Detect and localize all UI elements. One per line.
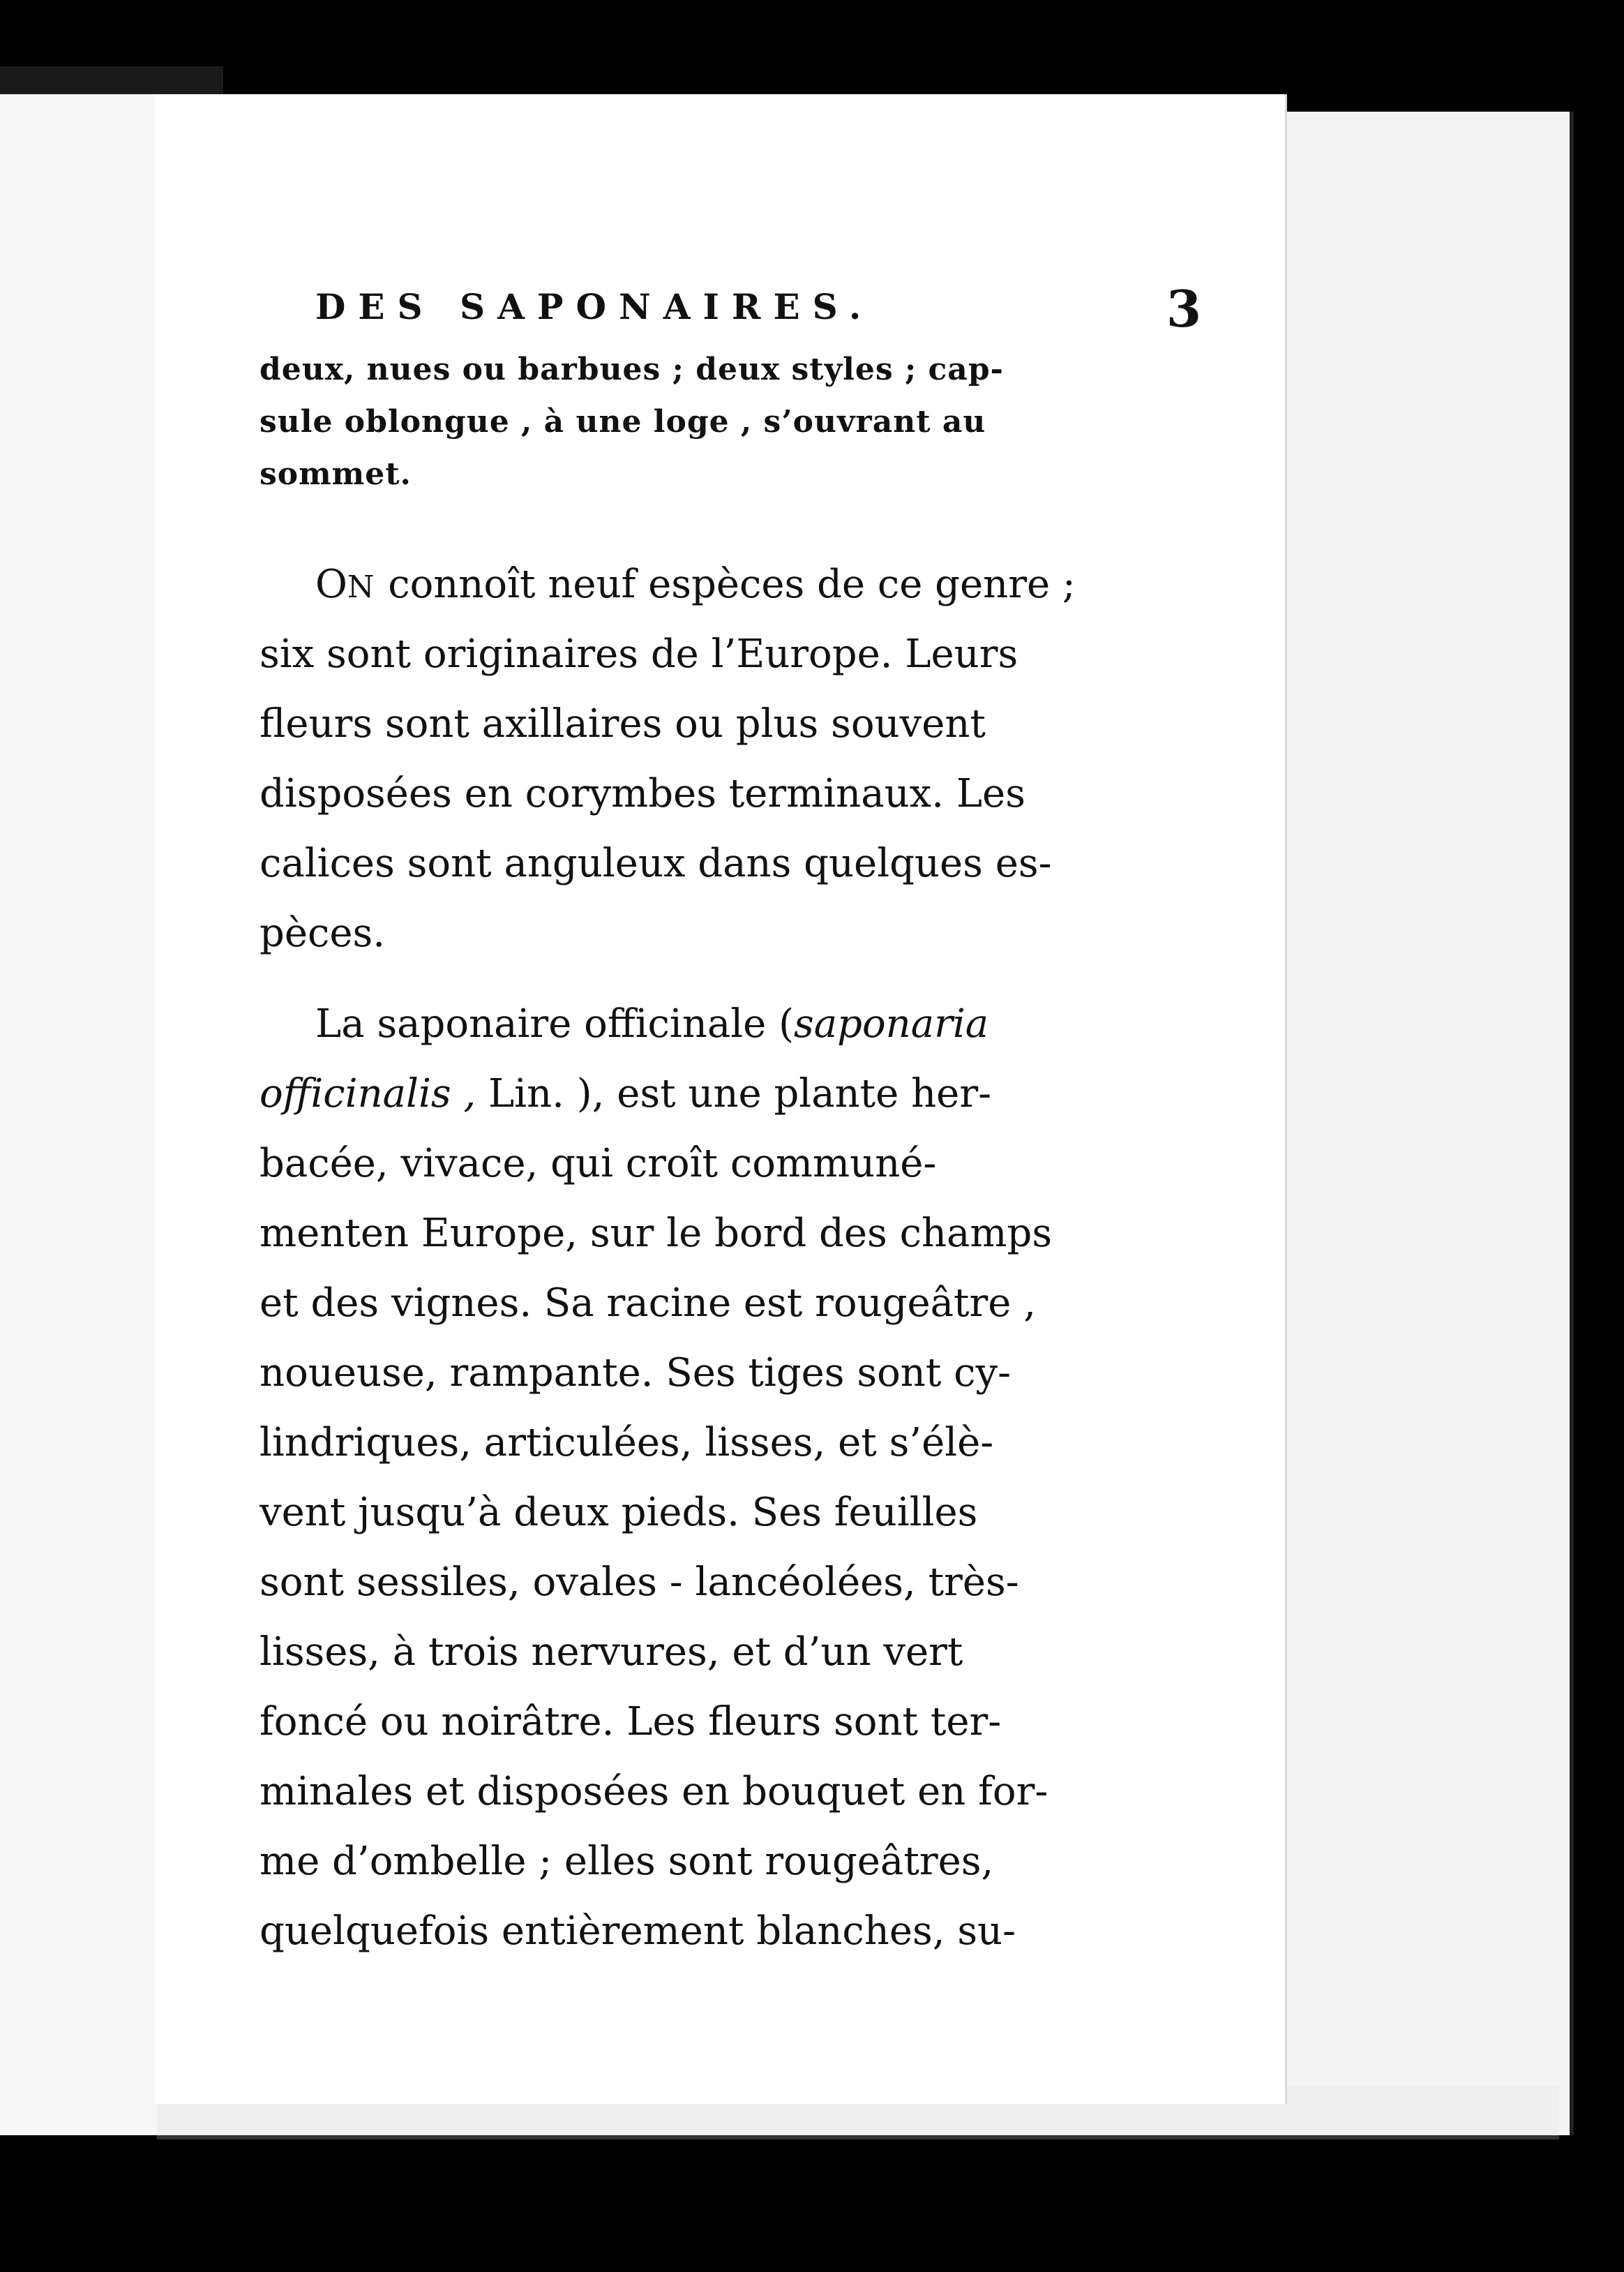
page-number: 3 xyxy=(1166,279,1202,338)
binding-edge xyxy=(0,66,223,94)
italic-species-name: saponaria xyxy=(793,1001,989,1047)
paragraph-first-line xyxy=(260,994,1215,1054)
first-line-text: connoît neuf espèces de ce genre ; xyxy=(375,562,1076,607)
scanner-border xyxy=(0,0,1624,105)
text-line: me d’ombelle ; elles sont rougeâtres, xyxy=(260,1839,994,1884)
text-line: six sont originaires de l’Europe. Leurs xyxy=(260,631,1018,677)
text-line xyxy=(260,1064,1215,1124)
text-line: foncé ou noirâtre. Les fleurs sont ter- xyxy=(260,1699,1002,1744)
intro-line: sommet. xyxy=(260,456,412,492)
text-line: et des vignes. Sa racine est rougeâtre , xyxy=(260,1280,1037,1326)
text-line: bacée, vivace, qui croît communé- xyxy=(260,1141,937,1186)
intro-line: sule oblongue , à une loge , s’ouvrant au xyxy=(260,404,986,440)
paragraph-first-line xyxy=(260,555,1215,615)
text-line: calices sont anguleux dans quelques es- xyxy=(260,841,1052,886)
line-text: La saponaire officinale ( xyxy=(315,1001,794,1047)
facing-page-edge xyxy=(0,84,160,2135)
running-head xyxy=(260,279,1215,342)
text-line: sont sessiles, ovales - lancéolées, très- xyxy=(260,1560,1019,1605)
intro-line: deux, nues ou barbues ; deux styles ; cap- xyxy=(260,352,1004,387)
text-line: lisses, à trois nervures, et d’un vert xyxy=(260,1629,963,1675)
text-line: lindriques, articulées, lisses, et s’élè- xyxy=(260,1420,994,1465)
book-page xyxy=(155,94,1287,2104)
text-line: pèces. xyxy=(260,911,386,956)
text-line: disposées en corymbes terminaux. Les xyxy=(260,771,1025,816)
text-line: fleurs sont axillaires ou plus souvent xyxy=(260,701,986,747)
italic-species-name: officinalis , xyxy=(260,1071,476,1116)
line-text: Lin. ), est une plante her- xyxy=(476,1071,992,1116)
text-line: quelquefois entièrement blanches, su- xyxy=(260,1908,1016,1954)
smallcap-letter: N xyxy=(347,569,376,605)
underlying-page xyxy=(1242,112,1574,2135)
text-line: minales et disposées en bouquet en for- xyxy=(260,1769,1048,1814)
text-line: menten Europe, sur le bord des champs xyxy=(260,1211,1053,1256)
text-line: vent jusqu’à deux pieds. Ses feuilles xyxy=(260,1490,978,1535)
running-head-title: DES SAPONAIRES. xyxy=(315,286,874,327)
text-line: noueuse, rampante. Ses tiges sont cy- xyxy=(260,1350,1012,1396)
dropcap: O xyxy=(315,562,347,607)
